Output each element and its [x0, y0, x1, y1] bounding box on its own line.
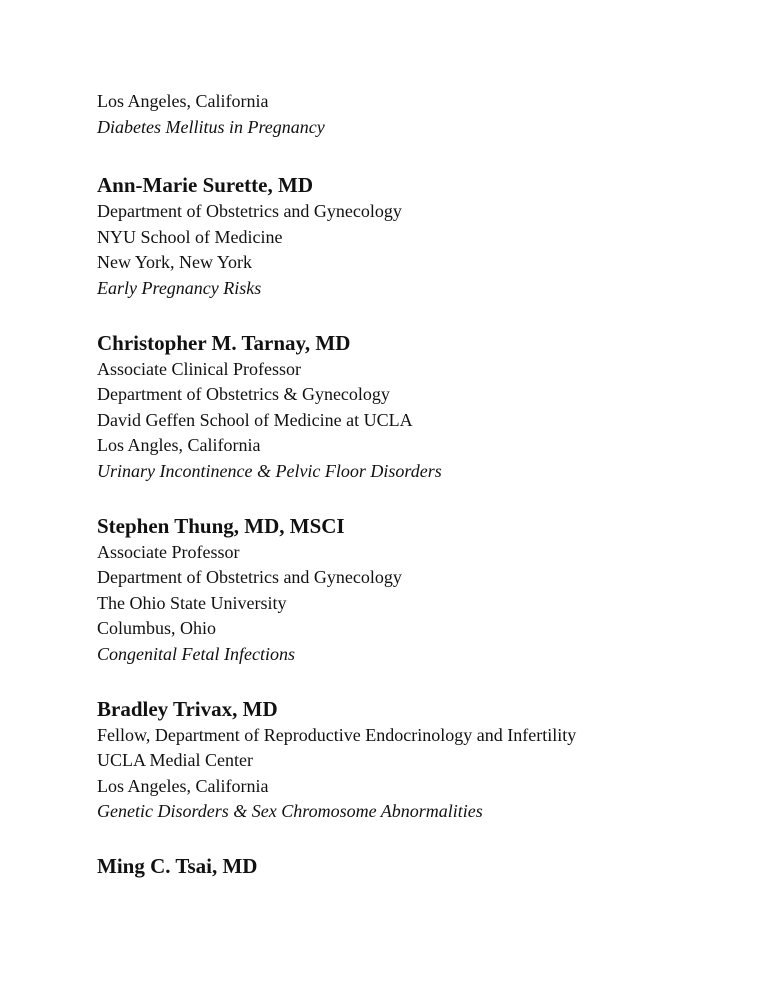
affiliation-line: New York, New York — [97, 252, 253, 273]
affiliation-line: Columbus, Ohio — [97, 618, 217, 639]
affiliation-line: NYU School of Medicine — [97, 226, 283, 247]
chapter-topic: Diabetes Mellitus in Pregnancy — [97, 116, 325, 137]
contributor-name: Ming C. Tsai, MD — [97, 853, 258, 878]
chapter-topic: Congenital Fetal Infections — [97, 643, 295, 664]
contributor-entry — [97, 171, 737, 301]
contributor-name: Ann-Marie Surette, MD — [97, 173, 313, 198]
contributor-entry — [97, 852, 737, 880]
contributor-entry — [97, 512, 737, 668]
contributor-entry — [97, 329, 737, 485]
affiliation-line: UCLA Medial Center — [97, 750, 253, 771]
contributor-name: Christopher M. Tarnay, MD — [97, 330, 351, 355]
chapter-topic: Urinary Incontinence & Pelvic Floor Disorders — [97, 460, 442, 481]
affiliation-line: Los Angeles, California — [97, 91, 269, 111]
chapter-topic: Genetic Disorders & Sex Chromosome Abnormalities — [97, 801, 483, 822]
affiliation-line: Department of Obstetrics & Gynecology — [97, 384, 390, 405]
contributor-name: Stephen Thung, MD, MSCI — [97, 513, 345, 538]
affiliation-line: Los Angeles, California — [97, 775, 269, 796]
affiliation-line: Fellow, Department of Reproductive Endocrinology and Infertility — [97, 724, 577, 745]
affiliation-line: Department of Obstetrics and Gynecology — [97, 201, 402, 222]
affiliation-line: David Geffen School of Medicine at UCLA — [97, 409, 413, 430]
contributor-list — [97, 89, 737, 880]
contributor-entry — [97, 695, 737, 825]
affiliation-line: The Ohio State University — [97, 592, 287, 613]
affiliation-line: Department of Obstetrics and Gynecology — [97, 567, 402, 588]
affiliation-line: Los Angles, California — [97, 435, 261, 456]
affiliation-line: Associate Clinical Professor — [97, 358, 301, 379]
affiliation-line: Associate Professor — [97, 541, 240, 562]
chapter-topic: Early Pregnancy Risks — [97, 277, 262, 298]
contributor-entry-continued — [97, 89, 737, 140]
contributor-name: Bradley Trivax, MD — [97, 696, 278, 721]
